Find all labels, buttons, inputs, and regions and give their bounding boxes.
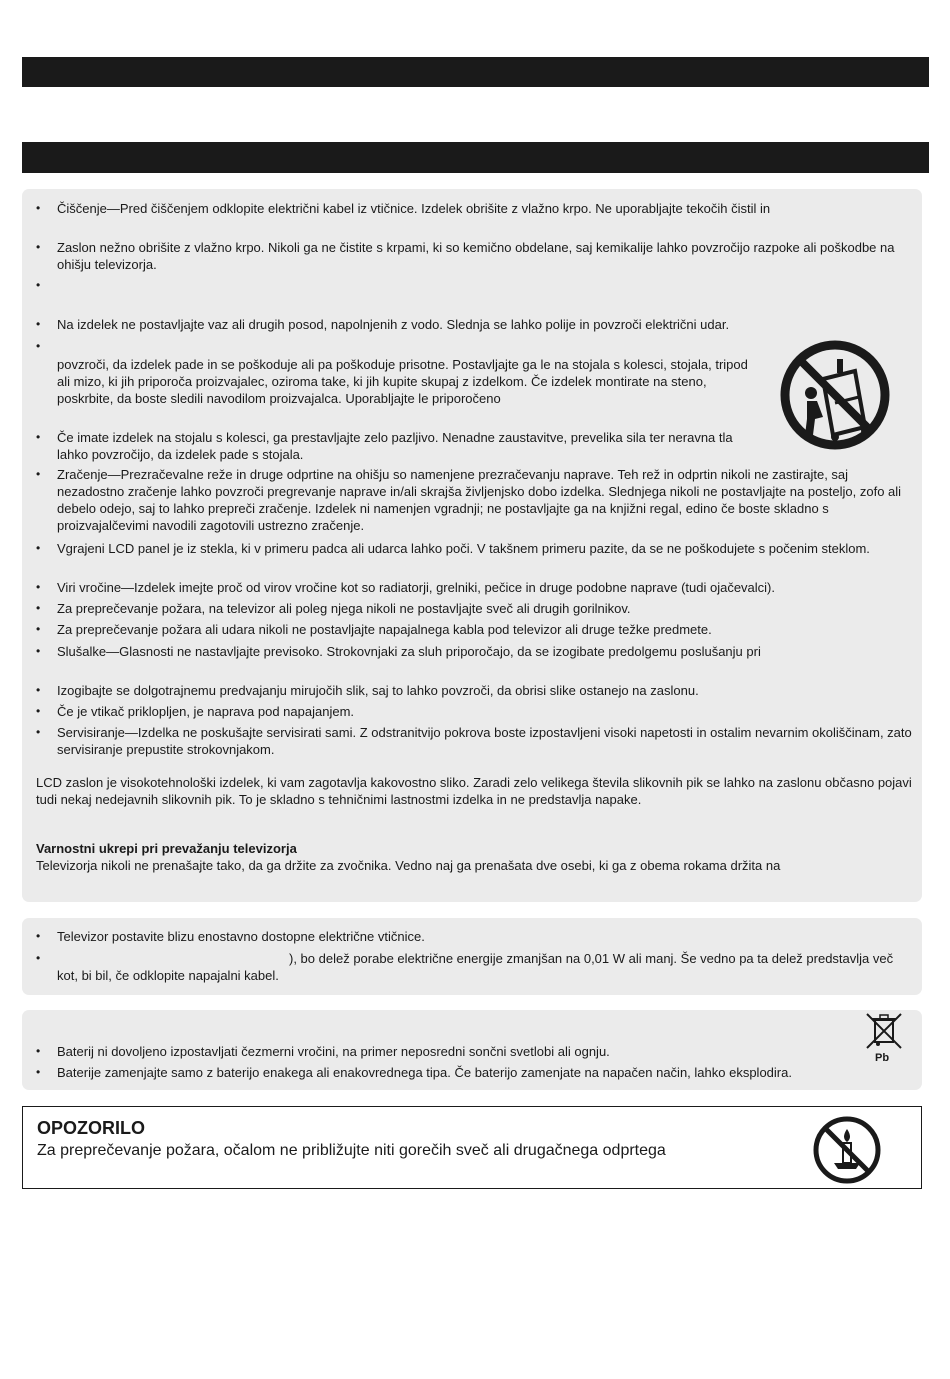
bullet: •	[36, 541, 41, 555]
list-item	[36, 643, 912, 660]
list-item	[36, 239, 912, 273]
list-item	[36, 429, 762, 463]
crossed-bin-icon	[864, 1012, 904, 1050]
list-item	[36, 950, 912, 984]
item-plug: Če je vtikač priklopljen, je naprava pod napajanjem.	[57, 704, 355, 719]
list-item	[36, 724, 912, 758]
list-item	[36, 1043, 912, 1060]
bullet: •	[36, 467, 41, 481]
bullet: •	[36, 644, 41, 658]
bullet: •	[36, 1065, 41, 1079]
bullet: •	[36, 339, 41, 353]
battery-panel	[22, 1010, 922, 1090]
warning-text: Za preprečevanje požara, očalom ne približujte niti gorečih sveč ali drugačnega odprtega	[37, 1142, 666, 1159]
list-item	[36, 540, 912, 557]
bullet: •	[36, 725, 41, 739]
list-item	[36, 600, 912, 617]
bullet: •	[36, 278, 41, 292]
list-item	[36, 579, 912, 596]
transport-heading: Varnostni ukrepi pri prevažanju televizorja	[36, 841, 297, 856]
item-candles: Za preprečevanje požara, na televizor ali poleg njega nikoli ne postavljajte sveč ali drugih gorilnikov.	[57, 601, 631, 616]
item-battery-heat: Baterij ni dovoljeno izpostavljati čezmerni vročini, na primer neposredni sončni svetlobi ali ognju.	[57, 1044, 610, 1059]
bullet: •	[36, 1044, 41, 1058]
bullet: •	[36, 622, 41, 636]
list-item	[36, 316, 912, 333]
safety-panel	[22, 189, 922, 902]
bullet: •	[36, 704, 41, 718]
list-item	[36, 682, 912, 699]
lcd-paragraph: LCD zaslon je visokotehnološki izdelek, ki vam zagotavlja kakovostno sliko. Zaradi zelo velikega števila slikovnih pik se lahko na zaslonu občasno pojavi tudi nekaj nedejavnih slikovnih pik. To je skladno s tehničnimi lastnostmi izdelka in ne predstavlja napake.	[36, 775, 912, 807]
no-open-flame-icon	[812, 1115, 882, 1185]
bullet: •	[36, 580, 41, 594]
item-glass: Vgrajeni LCD panel je iz stekla, ki v primeru padca ali udarca lahko poči. V takšnem primeru pazite, da se ne poškodujete s počenim steklom.	[57, 541, 870, 556]
list-item	[36, 466, 912, 534]
list-item	[36, 703, 912, 720]
bullet: •	[36, 683, 41, 697]
item-standby: ), bo delež porabe električne energije zmanjšan na 0,01 W ali manj. Še vedno pa ta delež predstavlja več kot, bi bil, če odklopite napajalni kabel.	[57, 951, 894, 983]
stand-text: povzroči, da izdelek pade in se poškoduje ali pa poškoduje prisotne. Postavljajte ga le na stojala s kolesci, stojala, tripod ali mizo, ki jih priporoča proizvajalec, oziroma take, ki jih kupite skupaj z izdelkom. Če izdelek montirate na steno, poskrbite, da boste sledili navodilom proizvajalca. Uporabljajte le priporočeno	[57, 357, 748, 406]
list-item	[36, 1064, 912, 1081]
power-panel	[22, 918, 922, 995]
list-item	[36, 928, 912, 945]
item-cleaning: Čiščenje—Pred čiščenjem odklopite električni kabel iz vtičnice. Izdelek obrišite z vlažno krpo. Ne uporabljajte tekočih čistil in	[57, 201, 771, 216]
cart-tip-warning-icon	[777, 339, 893, 451]
list-item	[36, 621, 912, 638]
item-headphones: Slušalke—Glasnosti ne nastavljajte previsoko. Strokovnjaki za sluh priporočajo, da se izogibate predolgemu poslušanju pri	[57, 644, 761, 659]
bullet: •	[36, 430, 41, 444]
item-screen-wipe: Zaslon nežno obrišite z vlažno krpo. Nikoli ga ne čistite s krpami, ki so kemično obdelane, saj kemikalije lahko povzročijo razpoke ali poškodbe na ohišju televizorja.	[57, 240, 895, 272]
item-heat: Viri vročine—Izdelek imejte proč od virov vročine kot so radiatorji, grelniki, pečice in druge podobne naprave (tudi ojačevalci).	[57, 580, 776, 595]
item-ventilation: Zračenje—Prezračevalne reže in druge odprtine na ohišju so namenjene prezračevanju naprave. Teh rež in odprtin nikoli ne zastirajte, saj nezadostno zračenje lahko povzroči pregrevanje naprave in/ali skrajša življenjsko dobo izdelka. Slednjega nikoli ne postavljajte na posteljo, zofo ali debelo odejo, saj to lahko prepreči zračenje. Izdelek ni namenjen vgradnji; ne postavljajte ga na knjižni regal, edino če boste skladno s proizvajalčevimi navodili zagotovili ustrezno zračenje.	[57, 467, 902, 533]
bullet: •	[36, 951, 41, 965]
bullet: •	[36, 201, 41, 215]
bullet: •	[36, 317, 41, 331]
item-outlet: Televizor postavite blizu enostavno dostopne električne vtičnice.	[57, 929, 425, 944]
pb-label: Pb	[875, 1052, 890, 1064]
item-cable: Za preprečevanje požara ali udara nikoli ne postavljajte napajalnega kabla pod televizor ali druge težke predmete.	[57, 622, 712, 637]
bullet: •	[36, 929, 41, 943]
item-service: Servisiranje—Izdelka ne poskušajte servisirati sami. Z odstranitvijo pokrova boste izpostavljeni visoki napetosti in ostalim nevarnim okoliščinam, zato servisiranje prepustite strokovnjakom.	[57, 725, 912, 757]
bullet: •	[36, 601, 41, 615]
item-still-images: Izogibajte se dolgotrajnemu predvajanju mirujočih slik, saj to lahko povzroči, da obrisi slike ostanejo na zaslonu.	[57, 683, 699, 698]
warning-title: OPOZORILO	[37, 1118, 145, 1138]
bullet: •	[36, 240, 41, 254]
transport-text: Televizorja nikoli ne prenašajte tako, da ga držite za zvočnika. Vedno naj ga prenašata dve osebi, ki ga z obema rokama držita na	[36, 858, 781, 873]
item-battery-replace: Baterije zamenjajte samo z baterijo enakega ali enakovrednega tipa. Če baterijo zamenjate na napačen način, lahko eksplodira.	[57, 1065, 792, 1080]
top-header-bar	[22, 57, 929, 87]
warning-box	[22, 1106, 922, 1189]
item-vases: Na izdelek ne postavljajte vaz ali drugih posod, napolnjenih z vodo. Slednja se lahko polije in povzroči električni udar.	[57, 317, 730, 332]
list-item	[36, 200, 912, 217]
section-header-bar	[22, 142, 929, 173]
item-cart: Če imate izdelek na stojalu s kolesci, ga prestavljajte zelo pazljivo. Nenadne zaustavitve, prevelika sila ter neravna tla lahko povzročijo, da izdelek pade s stojala.	[57, 430, 733, 462]
